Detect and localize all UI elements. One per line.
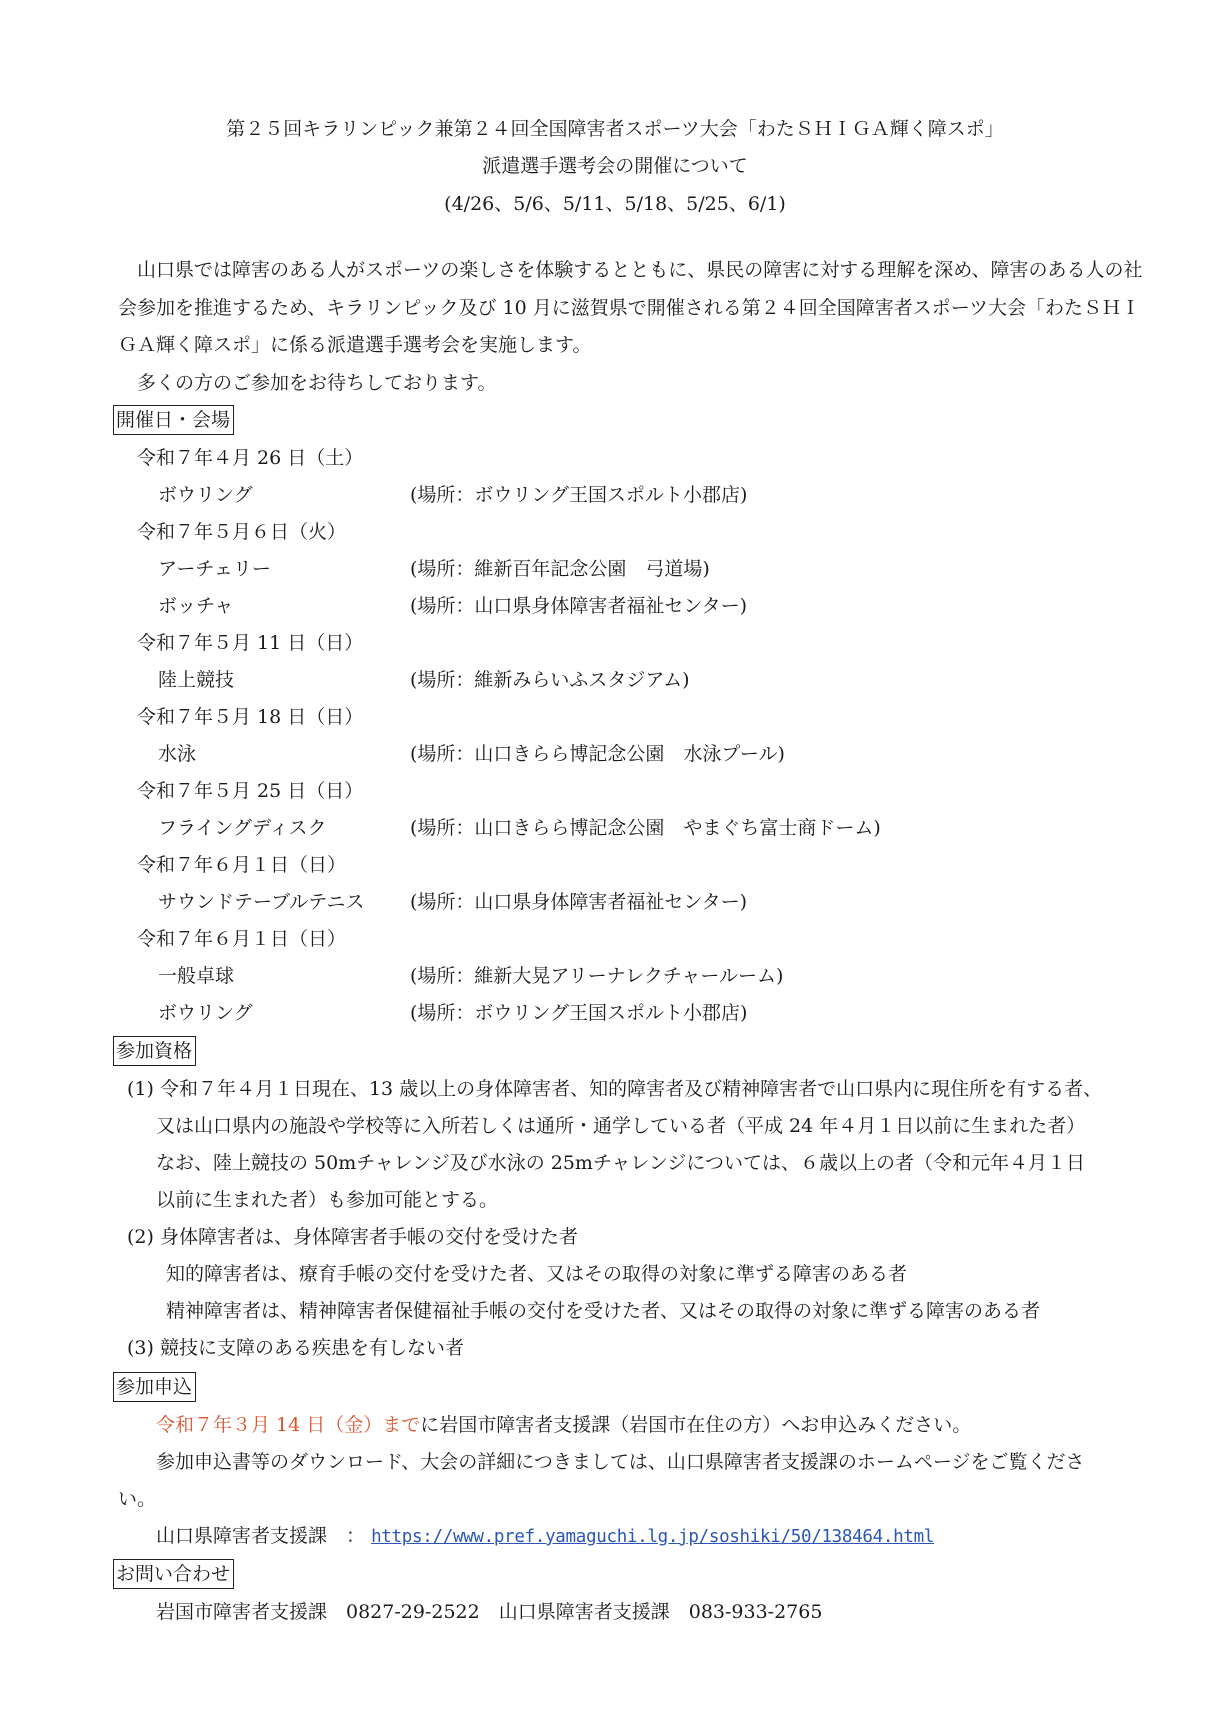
eligibility-item-1: (1) 令和７年４月１日現在、13 歳以上の身体障害者、知的障害者及び精神障害者で山口県内に現住所を有する者、 — [127, 1078, 1103, 1100]
schedule-venue: (場所：山口きらら博記念公園 水泳プール) — [410, 743, 785, 765]
schedule-date: 令和７年６月１日（日） — [137, 928, 347, 950]
schedule-heading: 開催日・会場 — [113, 405, 234, 435]
eligibility-item-2-intellectual: 知的障害者は、療育手帳の交付を受けた者、又はその取得の対象に準ずる障害のある者 — [166, 1263, 908, 1285]
schedule-date: 令和７年４月 26 日（土） — [137, 447, 364, 469]
intro-closing: 多くの方のご参加をお待ちしております。 — [137, 371, 497, 394]
schedule-sport: ボウリング — [158, 1002, 253, 1024]
schedule-venue: (場所：維新大晃アリーナレクチャールーム) — [410, 965, 784, 987]
eligibility-heading: 参加資格 — [113, 1036, 196, 1066]
application-deadline-rest: に岩国市障害者支援課（岩国市在住の方）へお申込みください。 — [420, 1414, 972, 1436]
document-title-dates: (4/26、5/6、5/11、5/18、5/25、6/1) — [444, 193, 786, 215]
schedule-venue: (場所：山口県身体障害者福祉センター) — [410, 595, 748, 617]
schedule-venue: (場所：維新百年記念公園 弓道場) — [410, 558, 710, 580]
schedule-sport: サウンドテーブルテニス — [158, 891, 365, 913]
schedule-sport: 一般卓球 — [158, 965, 235, 987]
schedule-date: 令和７年５月 18 日（日） — [137, 706, 364, 728]
eligibility-item-1-note: なお、陸上競技の 50mチャレンジ及び水泳の 25mチャレンジについては、６歳以上の者（令和元年４月１日 — [156, 1152, 1086, 1174]
eligibility-item-3: (3) 競技に支障のある疾患を有しない者 — [127, 1337, 464, 1359]
eligibility-item-2-mental: 精神障害者は、精神障害者保健福祉手帳の交付を受けた者、又はその取得の対象に準ずる障害のある者 — [166, 1300, 1041, 1322]
application-homepage-link[interactable]: https://www.pref.yamaguchi.lg.jp/soshiki/50/138464.html — [371, 1527, 935, 1547]
contact-phones: 岩国市障害者支援課 0827-29-2522 山口県障害者支援課 083-933-2765 — [156, 1601, 823, 1623]
intro-section — [118, 252, 1148, 402]
schedule-date: 令和７年６月１日（日） — [137, 854, 347, 876]
application-link-line — [156, 1523, 934, 1550]
intro-paragraph: 山口県では障害のある人がスポーツの楽しさを体験するとともに、県民の障害に対する理解を深め、障害のある人の社会参加を推進するため、キラリンピック及び 10 月に滋賀県で開催される第２４回全国障害者スポーツ大会「わたＳＨＩＧＡ輝く障スポ」に係る派遣選手選考会を実施します。 — [118, 259, 1143, 356]
application-heading: 参加申込 — [113, 1372, 196, 1402]
schedule-sport: 陸上競技 — [158, 669, 235, 691]
schedule-date: 令和７年５月６日（火） — [137, 521, 347, 543]
application-link-label: 山口県障害者支援課 ： — [156, 1525, 366, 1547]
application-deadline-line — [156, 1412, 971, 1438]
application-download-text-cont: い。 — [118, 1488, 157, 1510]
schedule-venue: (場所：山口きらら博記念公園 やまぐち富士商ドーム) — [410, 817, 881, 839]
schedule-sport: ボウリング — [158, 484, 253, 506]
schedule-venue: (場所：ボウリング王国スポルト小郡店) — [410, 1002, 748, 1024]
application-deadline: 令和７年３月 14 日（金）まで — [156, 1414, 421, 1436]
document-title-line-1: 第２５回キラリンピック兼第２４回全国障害者スポーツ大会「わたＳＨＩＧＡ輝く障スポ」 — [226, 118, 1004, 140]
schedule-sport: アーチェリー — [158, 558, 271, 580]
schedule-sport: ボッチャ — [158, 595, 234, 617]
schedule-sport: フライングディスク — [158, 817, 327, 839]
schedule-date: 令和７年５月 11 日（日） — [137, 632, 364, 654]
schedule-date: 令和７年５月 25 日（日） — [137, 780, 364, 802]
application-download-text: 参加申込書等のダウンロード、大会の詳細につきましては、山口県障害者支援課のホームページをご覧くださ — [156, 1451, 1085, 1473]
eligibility-item-1-note-cont: 以前に生まれた者）も参加可能とする。 — [156, 1189, 499, 1211]
schedule-venue: (場所：山口県身体障害者福祉センター) — [410, 891, 748, 913]
eligibility-item-1-cont: 又は山口県内の施設や学校等に入所若しくは通所・通学している者（平成 24 年４月１日以前に生まれた者） — [156, 1115, 1086, 1137]
document-title-line-2: 派遣選手選考会の開催について — [482, 155, 748, 177]
contact-heading: お問い合わせ — [113, 1559, 234, 1589]
schedule-venue: (場所：維新みらいふスタジアム) — [410, 669, 690, 691]
schedule-venue: (場所：ボウリング王国スポルト小郡店) — [410, 484, 748, 506]
eligibility-item-2: (2) 身体障害者は、身体障害者手帳の交付を受けた者 — [127, 1226, 578, 1248]
schedule-sport: 水泳 — [158, 743, 197, 765]
